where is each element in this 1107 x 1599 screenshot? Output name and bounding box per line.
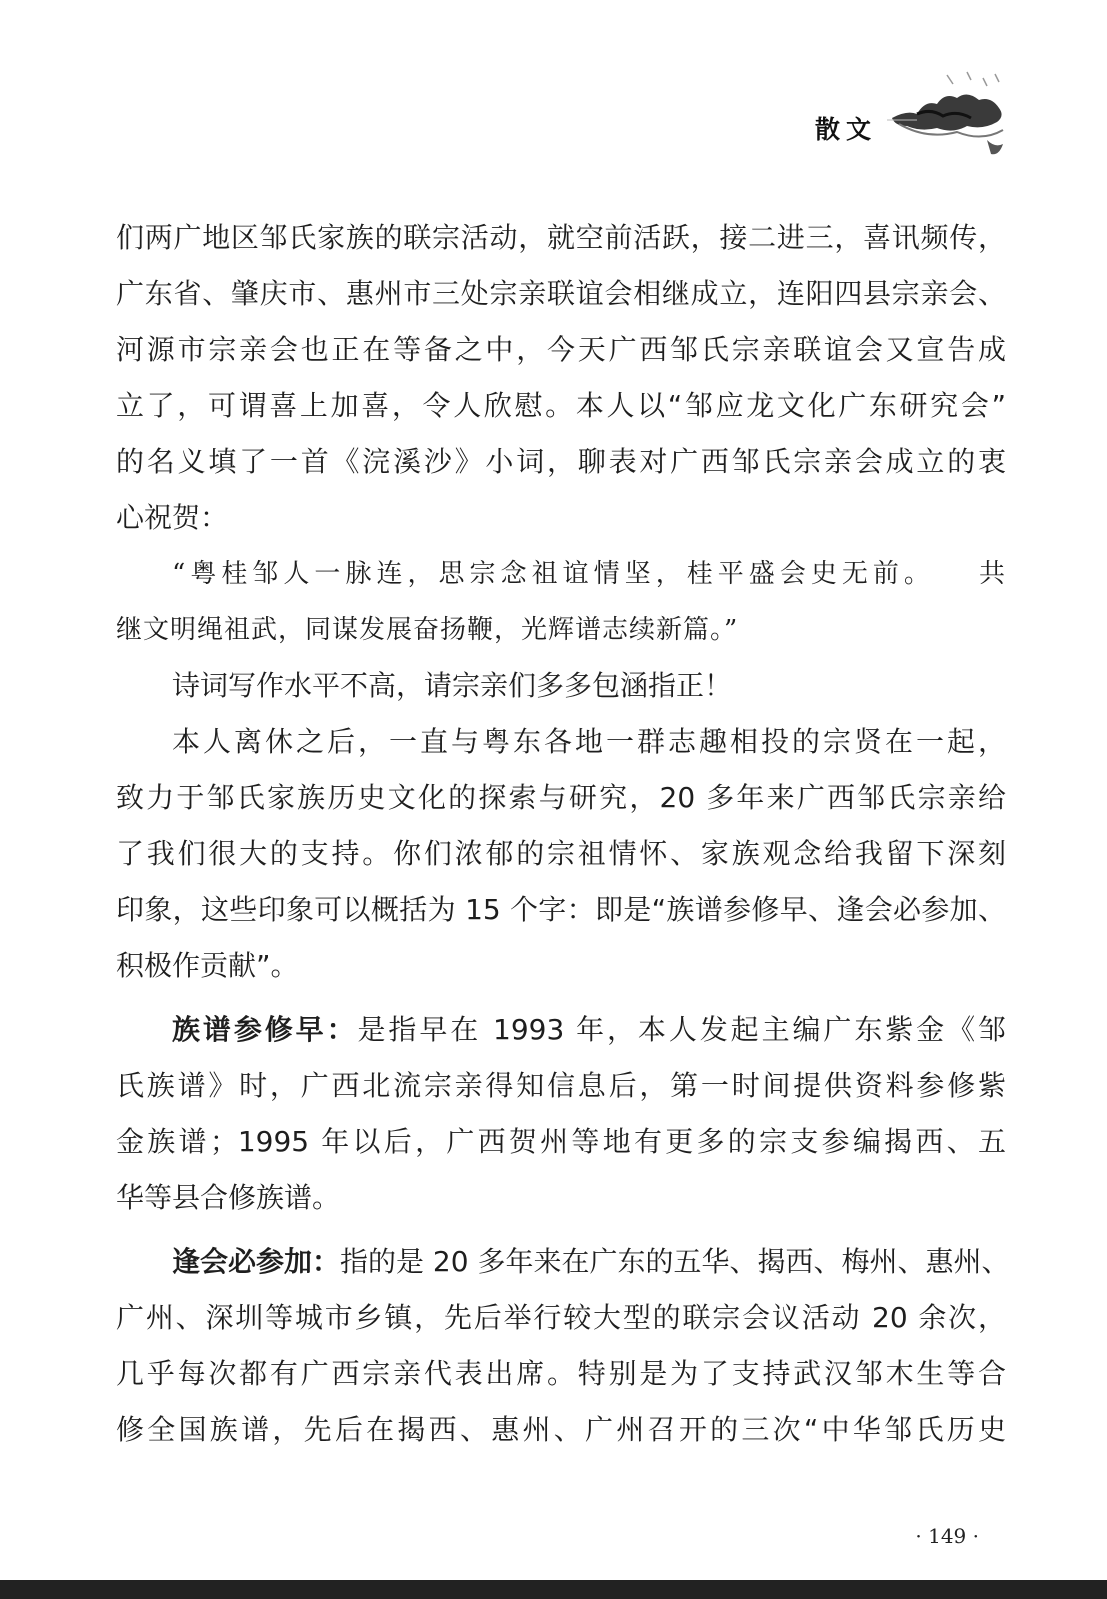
text-line: 氏族谱》时，广西北流宗亲得知信息后，第一时间提供资料参修紫 (116, 1069, 1006, 1102)
poem-line: 继文明绳祖武，同谋发展奋扬鞭，光辉谱志续新篇。” (116, 615, 739, 645)
term-heading: 逢会必参加： (172, 1245, 341, 1278)
scan-edge (0, 1580, 1107, 1599)
text-line: 几乎每次都有广西宗亲代表出席。特别是为了支持武汉邹木生等合 (116, 1357, 1006, 1390)
page-number: · 149 · (915, 1524, 979, 1548)
text-span: 指的是 20 多年来在广东的五华、揭西、梅州、惠州、 (340, 1245, 1010, 1278)
text-line (116, 1234, 1010, 1290)
landscape-ink-icon (887, 70, 1007, 170)
text-line: 心祝贺： (116, 501, 229, 534)
text-line: 致力于邹氏家族历史文化的探索与研究，20 多年来广西邹氏宗亲给 (116, 781, 1006, 814)
text-line: 修全国族谱，先后在揭西、惠州、广州召开的三次“中华邹氏历史 (116, 1413, 1006, 1446)
text-line: 了我们很大的支持。你们浓郁的宗祖情怀、家族观念给我留下深刻 (116, 837, 1006, 870)
text-line: 河源市宗亲会也正在等备之中，今天广西邹氏宗亲联谊会又宣告成 (116, 333, 1006, 366)
poem-text: 共 (974, 559, 1006, 589)
text-line: 们两广地区邹氏家族的联宗活动，就空前活跃，接二进三，喜讯频传， (116, 221, 1006, 254)
text-line: 广州、深圳等城市乡镇，先后举行较大型的联宗会议活动 20 余次， (116, 1301, 1006, 1334)
text-line: 立了，可谓喜上加喜，令人欣慰。本人以“邹应龙文化广东研究会” (116, 389, 1006, 422)
term-heading: 族谱参修早： (172, 1013, 358, 1046)
text-line: 的名义填了一首《浣溪沙》小词，聊表对广西邹氏宗亲会成立的衷 (116, 445, 1006, 478)
text-line: 印象，这些印象可以概括为 15 个字：即是“族谱参修早、逢会必参加、 (116, 893, 1006, 926)
text-line: 华等县合修族谱。 (116, 1181, 341, 1214)
poem-line (116, 546, 1006, 602)
page-header (787, 70, 1007, 170)
text-line: 金族谱；1995 年以后，广西贺州等地有更多的宗支参编揭西、五 (116, 1125, 1006, 1158)
text-line: 积极作贡献”。 (116, 949, 299, 982)
text-line: 本人离休之后，一直与粤东各地一群志趣相投的宗贤在一起， (172, 725, 1006, 758)
text-line: 广东省、肇庆市、惠州市三处宗亲联谊会相继成立，连阳四县宗亲会、 (116, 277, 1006, 310)
main-text (116, 210, 1010, 1458)
poem-text: “粤桂邹人一脉连，思宗念祖谊情坚，桂平盛会史无前。 (172, 559, 935, 589)
section-label: 散文 (814, 115, 877, 144)
text-span: 是指早在 1993 年，本人发起主编广东紫金《邹 (357, 1013, 1006, 1046)
text-line: 诗词写作水平不高，请宗亲们多多包涵指正！ (172, 669, 733, 702)
text-line (116, 1002, 1006, 1058)
